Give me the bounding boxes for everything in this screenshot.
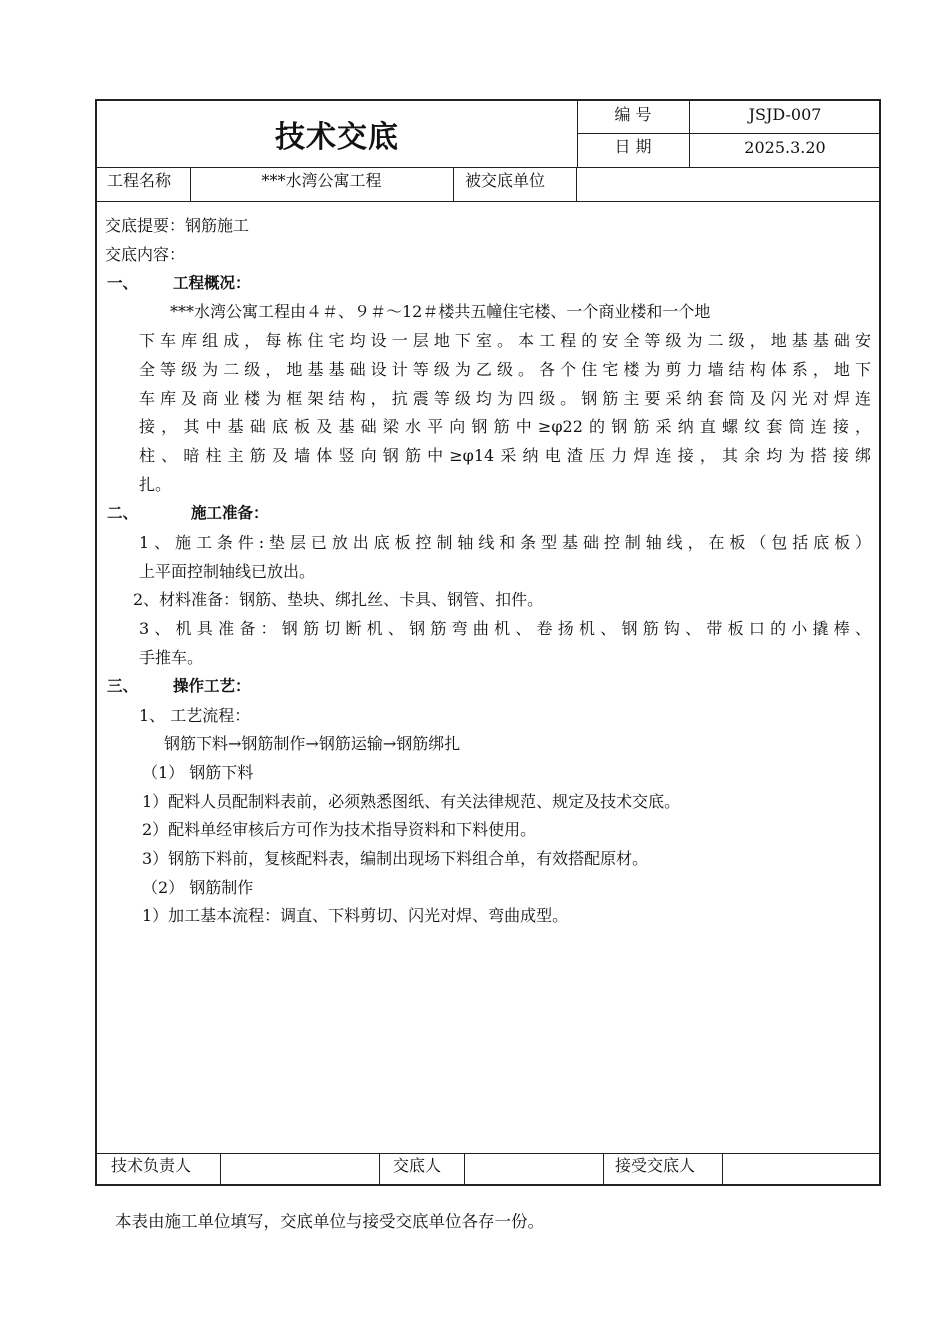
overview-line: 下车库组成，每栋住宅均设一层地下室。本工程的安全等级为二级，地基基础安 (139, 331, 871, 350)
form-title: 技术交底 (275, 120, 399, 155)
form-footnote: 本表由施工单位填写，交底单位与接受交底单位各存一份。 (115, 1212, 544, 1231)
process-flow: 钢筋下料→钢筋制作→钢筋运输→钢筋绑扎 (164, 734, 461, 753)
date-value: 2025.3.20 (744, 138, 826, 157)
process-line: 2）配料单经审核后方可作为技术指导资料和下料使用。 (142, 820, 537, 839)
receiver-label: 接受交底人 (615, 1156, 696, 1175)
overview-line: 全等级为二级，地基基础设计等级为乙级。各个住宅楼为剪力墙结构体系，地下 (139, 360, 871, 379)
section-number: 二、 (107, 504, 139, 522)
section-number: 一、 (107, 274, 139, 292)
row-divider-header (97, 167, 879, 168)
summary-line: 交底提要：钢筋施工 (105, 216, 250, 235)
prep-line: 手推车。 (139, 648, 204, 667)
process-line: 1）配料人员配制料表前，必须熟悉图纸、有关法律规范、规定及技术交底。 (142, 792, 681, 811)
project-name-label: 工程名称 (107, 171, 172, 190)
row-divider-signature (97, 1153, 879, 1154)
overview-line: 车库及商业楼为框架结构，抗震等级均为四级。钢筋主要采纳套筒及闪光对焊连 (139, 389, 871, 408)
prep-line: 2、材料准备：钢筋、垫块、绑扎丝、卡具、钢管、扣件。 (133, 590, 544, 609)
section-number: 三、 (107, 677, 139, 695)
section-title-overview: 工程概况： (173, 274, 251, 292)
process-line: 1）加工基本流程：调直、下料剪切、闪光对焊、弯曲成型。 (142, 906, 569, 925)
code-label: 编 号 (614, 105, 652, 124)
overview-line: 接，其中基础底板及基础梁水平向钢筋中≥φ22的钢筋采纳直螺纹套筒连接， (139, 417, 871, 436)
header-divider (577, 133, 879, 134)
receiving-unit-label: 被交底单位 (465, 171, 546, 190)
content-label: 交底内容： (105, 245, 186, 264)
col-divider (722, 1153, 723, 1186)
discloser-label: 交底人 (393, 1156, 442, 1175)
section-title-process: 操作工艺： (173, 677, 251, 695)
row-divider-project (97, 201, 879, 202)
process-line: 3）钢筋下料前，复核配料表，编制出现场下料组合单，有效搭配原材。 (142, 849, 649, 868)
col-divider (464, 1153, 465, 1186)
col-divider (603, 1153, 604, 1186)
process-line: （1） 钢筋下料 (142, 763, 254, 782)
process-line: 1、 工艺流程： (139, 706, 251, 725)
project-name-value: ***水湾公寓工程 (261, 171, 382, 190)
process-line: （2） 钢筋制作 (142, 878, 254, 897)
date-label: 日 期 (614, 137, 652, 156)
prep-line: 3、机具准备：钢筋切断机、钢筋弯曲机、卷扬机、钢筋钩、带板口的小撬棒、 (139, 619, 871, 638)
tech-lead-label: 技术负责人 (111, 1156, 192, 1175)
col-divider (220, 1153, 221, 1186)
overview-line: 扎。 (139, 475, 172, 494)
col-divider (379, 1153, 380, 1186)
code-value: JSJD-007 (748, 105, 822, 124)
col-divider (576, 167, 577, 201)
overview-line: 柱、暗柱主筋及墙体竖向钢筋中≥φ14采纳电渣压力焊连接，其余均为搭接绑 (139, 446, 871, 465)
section-title-preparation: 施工准备： (191, 504, 269, 522)
prep-line: 上平面控制轴线已放出。 (139, 562, 316, 581)
prep-line: 1、施工条件:垫层已放出底板控制轴线和条型基础控制轴线，在板（包括底板） (139, 533, 871, 552)
col-divider (453, 167, 454, 201)
overview-line: ***水湾公寓工程由４＃、９＃～12＃楼共五幢住宅楼、一个商业楼和一个地 (170, 302, 711, 321)
